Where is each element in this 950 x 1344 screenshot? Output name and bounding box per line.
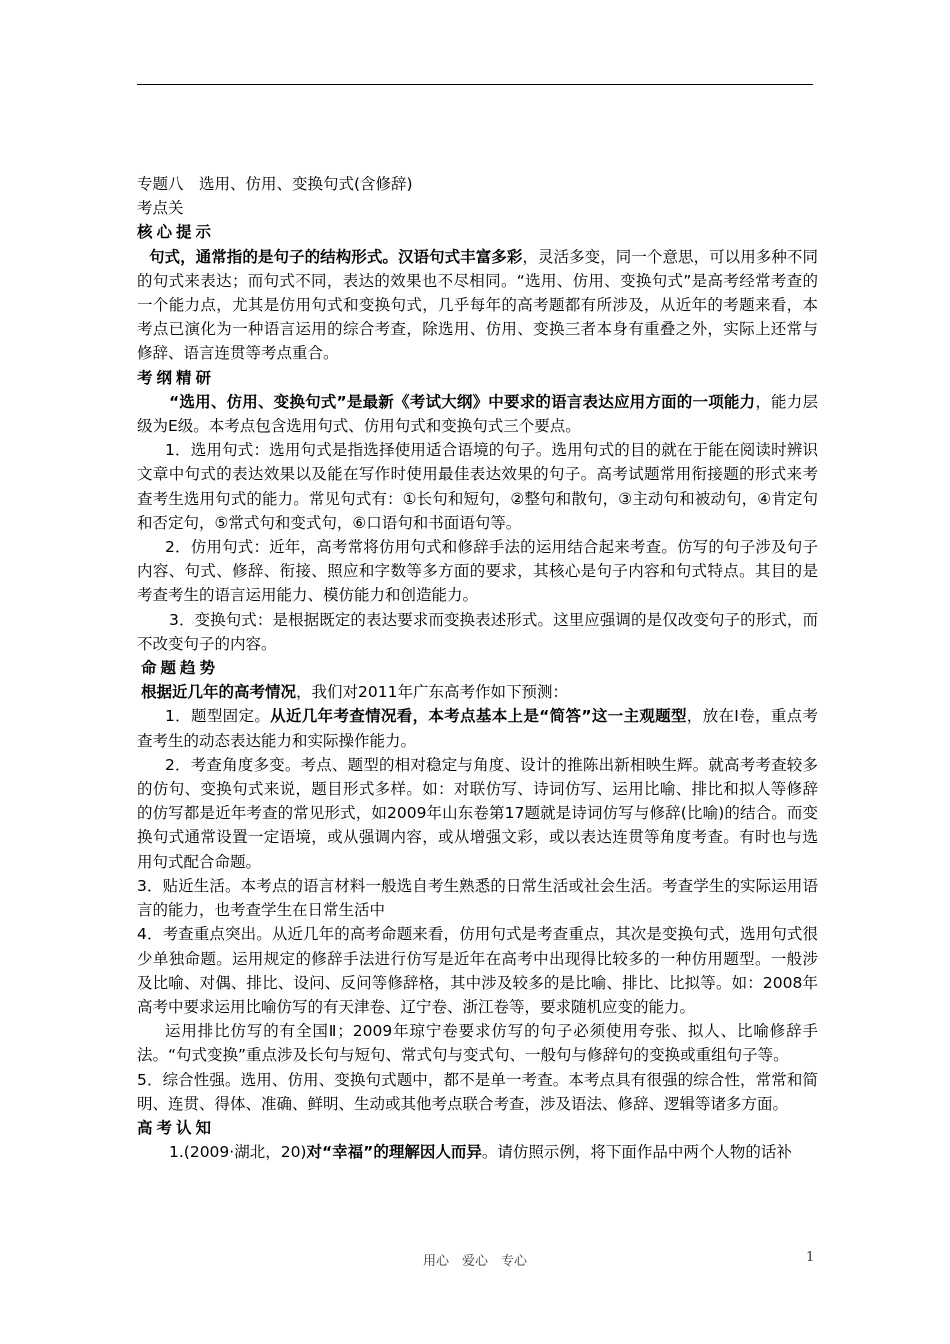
paragraph-outline-1: [137, 390, 818, 438]
doc-title: 专题八 选用、仿用、变换句式(含修辞): [137, 175, 413, 193]
paragraph-outline-4: 3．变换句式：是根据既定的表达要求而变换表述形式。这里应强调的是仅改变句子的形式，而不改变句子的内容。: [137, 610, 818, 653]
exam-question-1-text: 。请仿照示例，将下面作品中两个人物的话补: [481, 1143, 792, 1162]
paragraph-core-1-text: ，灵活多变，同一个意思，可以用多种不同的句式来表达；而句式不同，表达的效果也不尽相同。“选用、仿用、变换句式”是高考经常考查的一个能力点，尤其是仿用句式和变换句式，几乎每年的高考题都有所涉及，从近年的考题来看，本考点已演化为一种语言运用的综合考查，除选用、仿用、变换三者本身有重叠之外，实际上还常与修辞、语言连贯等考点重合。: [137, 247, 818, 363]
header-rule: [137, 84, 813, 85]
paragraph-trend-5: 运用排比仿写的有全国Ⅱ；2009年琼宁卷要求仿写的句子必须使用夸张、拟人、比喻修辞手法。“句式变换”重点涉及长句与短句、常式句与变式句、一般句与修辞句的变换或重组句子等。: [137, 1022, 818, 1065]
paragraph-exam-question-1: [137, 1140, 818, 1164]
paragraph-outline-2: 1．选用句式：选用句式是指选择使用适合语境的句子。选用句式的目的就在于能在阅读时辨识文章中句式的表达效果以及能在写作时使用最佳表达效果的句子。高考试题常用衔接题的形式来考查考生选用句式的能力。常见句式有：①长句和短句，②整句和散句，③主动句和被动句，④肯定句和否定句，⑤常式句和变式句，⑥口语句和书面语句等。: [137, 441, 818, 532]
exam-question-1-source: 1.(2009·湖北，20): [169, 1143, 307, 1162]
paragraph-trend-1-bold: 从近几年考查情况看，本考点基本上是“简答”这一主观题型: [270, 707, 687, 726]
paragraph-outline-1-bold: “选用、仿用、变换句式”是最新《考试大纲》中要求的语言表达应用方面的一项能力: [169, 392, 756, 411]
document-body: [137, 172, 818, 1164]
paragraph-trend-intro-bold: 根据近几年的高考情况: [141, 683, 297, 702]
page-number: 1: [806, 1250, 815, 1265]
paragraph-trend-intro: [137, 680, 818, 704]
paragraph-trend-6: 5．综合性强。选用、仿用、变换句式题中，都不是单一考查。本考点具有很强的综合性，常常和简明、连贯、得体、准确、鲜明、生动或其他考点联合考查，涉及语法、修辞、逻辑等诸多方面。: [137, 1070, 818, 1113]
paragraph-trend-1-lead: 1．题型固定。: [165, 707, 271, 726]
section-heading-core: 核心提示: [137, 223, 216, 242]
footer-slogan: 用心 爱心 专心: [422, 1254, 527, 1269]
paragraph-core-1: [137, 245, 818, 366]
section-heading-outline: 考纲精研: [137, 368, 216, 387]
paragraph-trend-1-text: ，放在Ⅰ卷，重点考查考生的动态表达能力和实际操作能力。: [137, 707, 818, 750]
paragraph-trend-intro-text: ，我们对2011年广东高考作如下预测：: [296, 683, 568, 702]
paragraph-core-1-bold: 句式，通常指的是句子的结构形式。汉语句式丰富多彩: [149, 247, 523, 266]
section-heading-exam: 高考认知: [137, 1118, 216, 1137]
paragraph-outline-3: 2．仿用句式：近年，高考常将仿用句式和修辞手法的运用结合起来考查。仿写的句子涉及句子内容、句式、修辞、衔接、照应和字数等多方面的要求，其核心是句子内容和句式特点。其目的是考查考生的语言运用能力、模仿能力和创造能力。: [137, 538, 818, 605]
paragraph-outline-1-text: ，能力层级为E级。本考点包含选用句式、仿用句式和变换句式三个要点。: [137, 392, 818, 436]
paragraph-trend-2: 2．考查角度多变。考点、题型的相对稳定与角度、设计的推陈出新相映生辉。就高考考查较多的仿句、变换句式来说，题目形式多样。如：对联仿写、诗词仿写、运用比喻、排比和拟人等修辞的仿写都是近年考查的常见形式，如2009年山东卷第17题就是诗词仿写与修辞(比喻)的结合。而变换句式通常设置一定语境，或从强调内容，或从增强文彩，或以表达连贯等角度考查。有时也与选用句式配合命题。: [137, 755, 818, 871]
paragraph-trend-3: 3．贴近生活。本考点的语言材料一般选自考生熟悉的日常生活或社会生活。考查学生的实际运用语言的能力，也考查学生在日常生活中: [137, 876, 818, 920]
section-heading-trend: 命题趋势: [141, 659, 220, 678]
paragraph-trend-4: 4．考查重点突出。从近几年的高考命题来看，仿用句式是考查重点，其次是变换句式，选用句式很少单独命题。运用规定的修辞手法进行仿写是近年在高考中出现得比较多的一种仿用题型。一般涉及比喻、对偶、排比、设问、反问等修辞格，其中涉及较多的是比喻、排比、比拟等。如：2008年高考中要求运用比喻仿写的有天津卷、辽宁卷、浙江卷等，要求随机应变的能力。: [137, 925, 818, 1016]
exam-question-1-bold: 对“幸福”的理解因人而异: [306, 1143, 482, 1162]
paragraph-trend-1: [137, 704, 818, 752]
doc-subtitle: 考点关: [137, 199, 184, 218]
